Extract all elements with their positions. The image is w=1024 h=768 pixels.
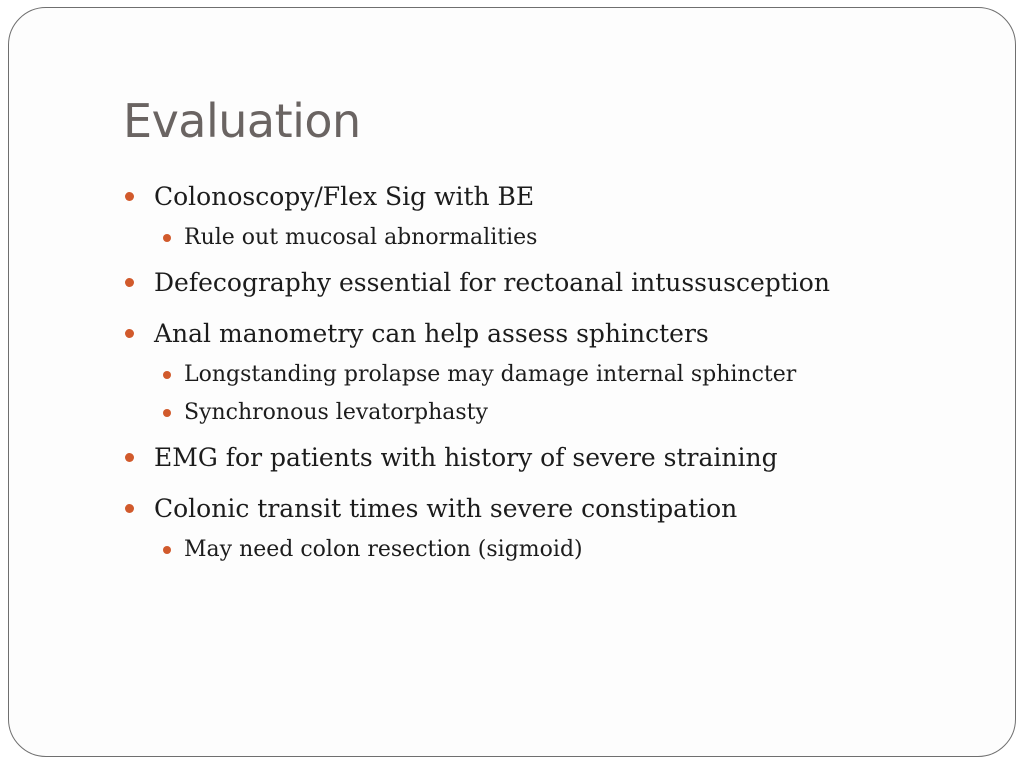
bullet-item-level1 [123,262,983,304]
bullet-dot-icon [163,409,171,417]
bullet-dot-icon [163,234,171,242]
slide-title: Evaluation [123,94,361,148]
bullet-dot-icon [163,371,171,379]
bullet-list [123,176,983,568]
bullet-text: Colonoscopy/Flex Sig with BE [154,182,535,211]
bullet-dot-icon [125,504,134,513]
bullet-text: Colonic transit times with severe constipation [154,494,738,523]
bullet-text: May need colon resection (sigmoid) [184,537,583,562]
bullet-text: Longstanding prolapse may damage internal sphincter [184,362,797,387]
bullet-dot-icon [125,192,134,201]
slide-frame [8,7,1016,757]
bullet-dot-icon [125,453,134,462]
bullet-text: EMG for patients with history of severe straining [154,443,778,472]
bullet-item-level1 [123,488,983,530]
bullet-item-level2 [123,532,983,568]
bullet-dot-icon [125,278,134,287]
bullet-text: Rule out mucosal abnormalities [184,225,538,250]
bullet-item-level2 [123,220,983,256]
bullet-text: Anal manometry can help assess sphincters [154,319,709,348]
bullet-dot-icon [163,546,171,554]
bullet-text: Synchronous levatorphasty [184,400,488,425]
bullet-text: Defecography essential for rectoanal intussusception [154,268,830,297]
bullet-item-level1 [123,313,983,355]
bullet-item-level1 [123,176,983,218]
bullet-item-level2 [123,395,983,431]
bullet-item-level1 [123,437,983,479]
bullet-dot-icon [125,329,134,338]
bullet-item-level2 [123,357,983,393]
